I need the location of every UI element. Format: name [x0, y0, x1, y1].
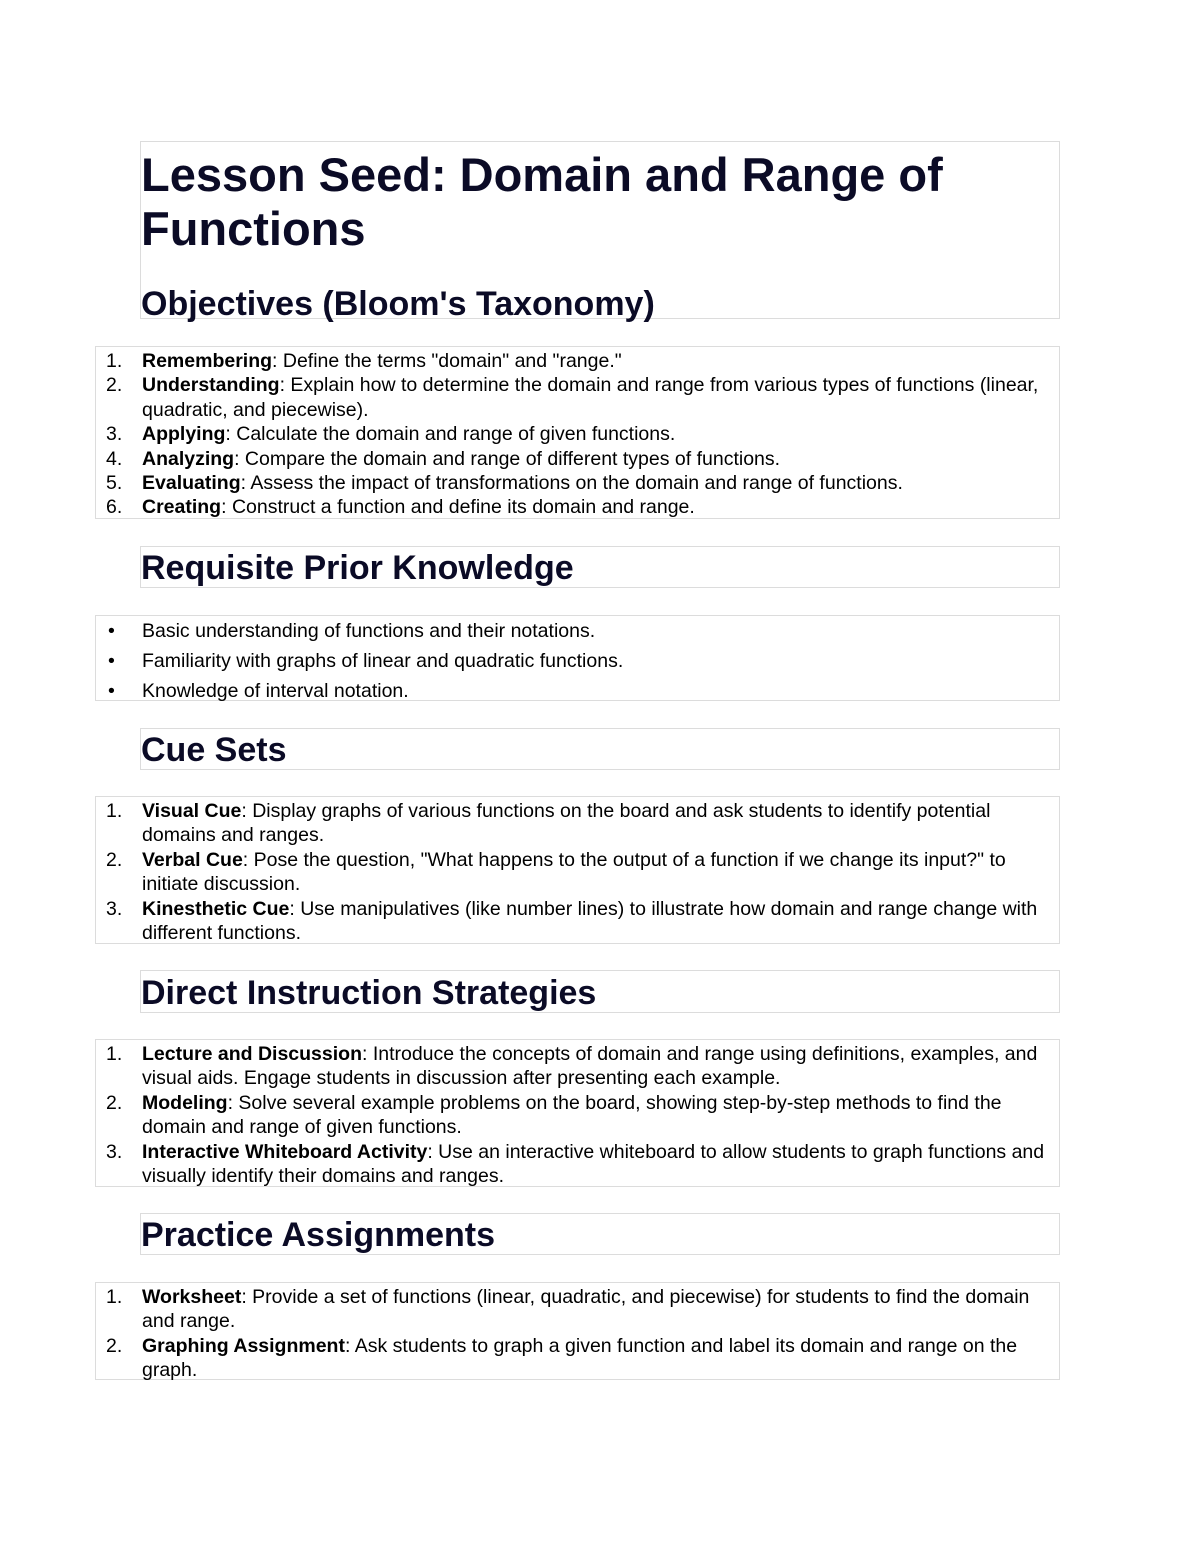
title-block [140, 141, 1060, 323]
list-item [96, 349, 1059, 373]
list-item-term: Evaluating [142, 472, 241, 495]
list-item-term: Modeling [142, 1091, 228, 1114]
page-title: Lesson Seed: Domain and Range of Functions [141, 148, 943, 255]
direct-instruction-heading: Direct Instruction Strategies [141, 974, 597, 1012]
list-item-number: 3. [106, 1140, 123, 1163]
list-item-term: Interactive Whiteboard Activity [142, 1140, 428, 1163]
list-item-text: : Assess the impact of transformations on the domain and range of functions. [240, 472, 903, 495]
list-item-text: : Use an interactive whiteboard to allow students to graph functions and visually identify their domains and ranges. [142, 1140, 1045, 1188]
list-item-number: 3. [106, 423, 123, 446]
objectives-list-box [95, 346, 1060, 519]
prior-knowledge-heading-box [140, 546, 1060, 588]
list-item-number: 2. [106, 1334, 123, 1357]
objectives-list [96, 349, 1059, 520]
prior-knowledge-heading: Requisite Prior Knowledge [141, 549, 574, 587]
cue-sets-heading: Cue Sets [141, 731, 287, 769]
list-item-number: 4. [106, 447, 123, 470]
list-item-number: 3. [106, 897, 123, 920]
list-item [96, 1285, 1059, 1334]
list-item-term: Analyzing [142, 447, 235, 470]
list-item-number: 2. [106, 848, 123, 871]
practice-list [96, 1285, 1059, 1383]
list-item [96, 373, 1059, 422]
bullet-marker: • [108, 620, 115, 642]
list-item-text: Familiarity with graphs of linear and quadratic functions. [142, 650, 624, 672]
cue-sets-list-box [95, 796, 1060, 944]
list-item-text: Knowledge of interval notation. [142, 680, 409, 702]
list-item [96, 495, 1059, 519]
direct-instruction-heading-box [140, 970, 1060, 1013]
cue-sets-list [96, 799, 1059, 945]
list-item-text: Basic understanding of functions and their notations. [142, 620, 596, 642]
list-item-text: : Calculate the domain and range of given functions. [225, 423, 676, 446]
list-item-term: Creating [142, 496, 222, 519]
list-item-text: : Compare the domain and range of different types of functions. [234, 447, 781, 470]
list-item [96, 1091, 1059, 1140]
list-item-term: Verbal Cue [142, 848, 243, 871]
list-item [96, 1042, 1059, 1091]
list-item-term: Lecture and Discussion [142, 1043, 362, 1065]
list-item-term: Remembering [142, 350, 273, 372]
list-item [96, 799, 1059, 848]
list-item-term: Graphing Assignment [142, 1334, 345, 1357]
list-item [96, 848, 1059, 897]
list-item-term: Applying [142, 423, 226, 446]
list-item-number: 1. [106, 800, 123, 822]
list-item-number: 1. [106, 350, 123, 372]
direct-instruction-list-box [95, 1039, 1060, 1187]
list-item [96, 646, 1059, 676]
list-item-text: : Provide a set of functions (linear, quadratic, and piecewise) for students to find the domain and range. [142, 1286, 1030, 1333]
list-item-text: : Construct a function and define its domain and range. [221, 496, 695, 519]
objectives-heading: Objectives (Bloom's Taxonomy) [141, 285, 655, 323]
list-item [96, 616, 1059, 646]
list-item-text: : Explain how to determine the domain and range from various types of functions (linear, quadratic, and piecewise). [142, 374, 1039, 421]
list-item-number: 1. [106, 1043, 123, 1065]
list-item [96, 1140, 1059, 1189]
list-item-term: Visual Cue [142, 800, 242, 822]
prior-knowledge-list-box [95, 615, 1060, 701]
list-item-number: 2. [106, 1091, 123, 1114]
list-item-text: : Define the terms "domain" and "range." [272, 350, 622, 372]
list-item [96, 471, 1059, 495]
list-item-term: Understanding [142, 374, 280, 397]
list-item [96, 447, 1059, 471]
practice-heading-box [140, 1213, 1060, 1255]
bullet-marker: • [108, 650, 115, 672]
list-item-text: : Solve several example problems on the board, showing step-by-step methods to find the domain and range of given functions. [142, 1091, 1002, 1139]
practice-list-box [95, 1282, 1060, 1380]
cue-sets-heading-box [140, 728, 1060, 770]
list-item-text: : Pose the question, "What happens to the output of a function if we change its input?" to initiate discussion. [142, 848, 1006, 896]
list-item [96, 676, 1059, 706]
list-item-text: : Display graphs of various functions on the board and ask students to identify potential domains and ranges. [142, 800, 991, 847]
list-item-number: 6. [106, 496, 123, 519]
list-item-number: 2. [106, 374, 123, 397]
list-item [96, 897, 1059, 946]
list-item [96, 422, 1059, 446]
list-item-text: : Introduce the concepts of domain and range using definitions, examples, and visual aids. Engage students in discussion after presenting each example. [142, 1043, 1038, 1090]
list-item-number: 5. [106, 472, 123, 495]
list-item [96, 1334, 1059, 1383]
prior-knowledge-list [96, 616, 1059, 706]
list-item-number: 1. [106, 1286, 123, 1308]
list-item-term: Worksheet [142, 1286, 242, 1308]
direct-instruction-list [96, 1042, 1059, 1188]
list-item-term: Kinesthetic Cue [142, 897, 290, 920]
list-item-text: : Ask students to graph a given function and label its domain and range on the graph. [142, 1334, 1018, 1382]
list-item-text: : Use manipulatives (like number lines) to illustrate how domain and range change with different functions. [142, 897, 1038, 945]
practice-heading: Practice Assignments [141, 1216, 495, 1254]
bullet-marker: • [108, 680, 115, 702]
